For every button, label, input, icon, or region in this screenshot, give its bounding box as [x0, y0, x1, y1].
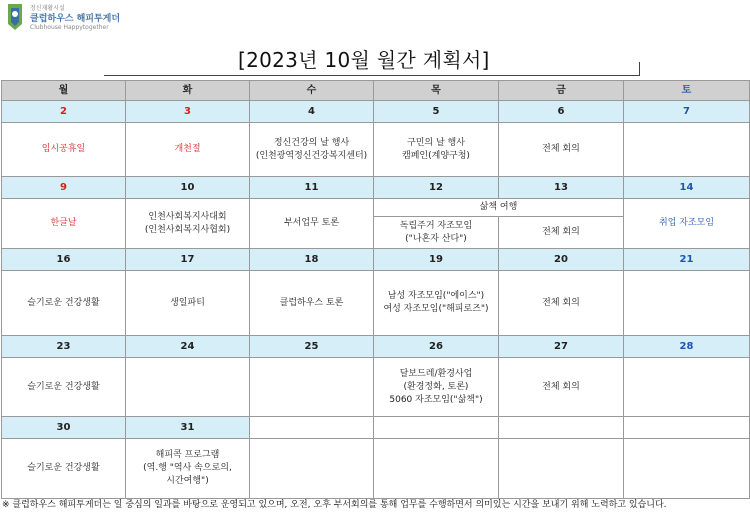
event-cell: 클럽하우스 토론: [250, 271, 374, 336]
event-cell: 전체 회의: [499, 217, 624, 249]
date-cell: 17: [126, 249, 250, 271]
weekday-wed: 수: [250, 81, 374, 101]
date-cell: [374, 417, 499, 439]
date-cell: 11: [250, 177, 374, 199]
weekday-fri: 금: [499, 81, 624, 101]
date-row: [2, 177, 750, 199]
date-row: [2, 336, 750, 358]
date-cell: 23: [2, 336, 126, 358]
clubhouse-logo-icon: [4, 2, 26, 32]
date-cell: 24: [126, 336, 250, 358]
event-cell: 인천사회복지사대회 (인천사회복지사협회): [126, 199, 250, 249]
event-row: [2, 358, 750, 417]
date-cell: 9: [2, 177, 126, 199]
logo-name: 클럽하우스 해피투게더: [30, 14, 121, 24]
date-cell: 30: [2, 417, 126, 439]
event-cell: 한글날: [2, 199, 126, 249]
event-cell: 슬기로운 건강생활: [2, 358, 126, 417]
logo-subtitle: 정신재활시설: [30, 5, 65, 12]
date-cell: 19: [374, 249, 499, 271]
event-cell: 개천절: [126, 123, 250, 177]
event-span-cell: 삶책 여행: [374, 199, 624, 217]
event-cell: 임시공휴일: [2, 123, 126, 177]
event-cell: [624, 123, 750, 177]
date-cell: 6: [499, 101, 624, 123]
date-cell: 14: [624, 177, 750, 199]
event-cell: 전체 회의: [499, 271, 624, 336]
event-cell: [624, 358, 750, 417]
date-cell: 10: [126, 177, 250, 199]
date-cell: 21: [624, 249, 750, 271]
footnote: ※ 클럽하우스 해피투게더는 일 중심의 일과를 바탕으로 운영되고 있으며, 오전, 오후 부서회의를 통해 업무를 수행하면서 의미있는 시간을 보내기 위해 노력하고 있습니다.: [2, 500, 667, 510]
event-cell: 슬기로운 건강생활: [2, 271, 126, 336]
event-cell: 구민의 날 행사 캠페인(계양구청): [374, 123, 499, 177]
date-cell: 13: [499, 177, 624, 199]
date-cell: 12: [374, 177, 499, 199]
date-cell: [624, 417, 750, 439]
event-cell: 해피콕 프로그램 (역.행 "역사 속으로의, 시간여행"): [126, 439, 250, 499]
event-cell: [624, 439, 750, 499]
date-cell: 20: [499, 249, 624, 271]
date-cell: 5: [374, 101, 499, 123]
date-row: [2, 249, 750, 271]
event-cell: 남성 자조모임("에이스") 여성 자조모임("해피로즈"): [374, 271, 499, 336]
weekday-mon: 월: [2, 81, 126, 101]
weekday-sat: 토: [624, 81, 750, 101]
event-cell: 달보드레/환경사업 (환경정화, 토론) 5060 자조모임("삶책"): [374, 358, 499, 417]
event-cell: 생일파티: [126, 271, 250, 336]
date-cell: 26: [374, 336, 499, 358]
event-cell: 독립주거 자조모임 ("나혼자 산다"): [374, 217, 499, 249]
date-cell: 27: [499, 336, 624, 358]
date-cell: 16: [2, 249, 126, 271]
event-cell: [250, 439, 374, 499]
event-cell: 정신건강의 날 행사 (인천광역정신건강복지센터): [250, 123, 374, 177]
date-cell: 25: [250, 336, 374, 358]
page-title: [2023년 10월 월간 계획서]: [238, 48, 490, 72]
event-cell: 취업 자조모임: [624, 199, 750, 249]
monthly-calendar: [1, 80, 750, 499]
event-row: [2, 271, 750, 336]
date-cell: 18: [250, 249, 374, 271]
date-cell: 2: [2, 101, 126, 123]
event-cell: 슬기로운 건강생활: [2, 439, 126, 499]
event-row: [2, 123, 750, 177]
date-cell: [499, 417, 624, 439]
event-cell: [624, 271, 750, 336]
weekday-tue: 화: [126, 81, 250, 101]
weekday-header-row: [2, 81, 750, 101]
event-cell: 부서업무 토론: [250, 199, 374, 249]
date-cell: 31: [126, 417, 250, 439]
event-row: [2, 439, 750, 499]
date-row: [2, 101, 750, 123]
date-cell: 7: [624, 101, 750, 123]
event-cell: [250, 358, 374, 417]
title-underline-end: [639, 62, 640, 76]
title-underline: [104, 75, 640, 76]
event-cell: 전체 회의: [499, 123, 624, 177]
date-row: [2, 417, 750, 439]
event-cell: 전체 회의: [499, 358, 624, 417]
date-cell: 3: [126, 101, 250, 123]
event-cell: [499, 439, 624, 499]
date-cell: [250, 417, 374, 439]
event-row: [2, 199, 750, 217]
date-cell: 28: [624, 336, 750, 358]
logo-english: Clubhouse Happytogether: [30, 24, 109, 31]
logo: [4, 2, 124, 36]
date-cell: 4: [250, 101, 374, 123]
weekday-thu: 목: [374, 81, 499, 101]
event-cell: [374, 439, 499, 499]
event-cell: [126, 358, 250, 417]
